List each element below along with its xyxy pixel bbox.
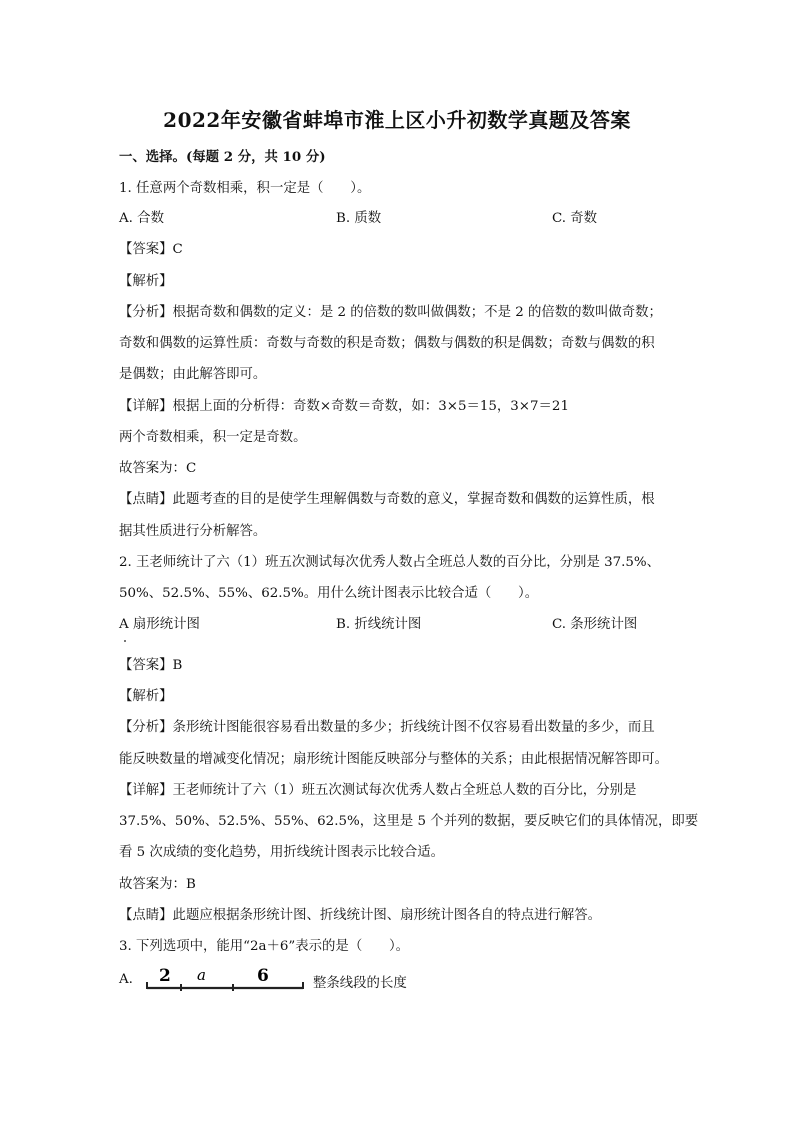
q2-fenxi-line2: 能反映数量的增减变化情况；扇形统计图能反映部分与整体的关系；由此根据情况解答即可。 [119, 752, 669, 767]
q1-dianjing-line1: 【点睛】此题考查的目的是使学生理解偶数与奇数的意义，掌握奇数和偶数的运算性质，根 [119, 492, 655, 507]
q1-analysis-label: 【解析】 [119, 274, 173, 289]
q1-option-c: C. 奇数 [552, 211, 598, 226]
q2-dianjing: 【点睛】此题应根据条形统计图、折线统计图、扇形统计图各自的特点进行解答。 [119, 908, 602, 923]
q1-xiangjie-line2: 两个奇数相乘，积一定是奇数。 [119, 430, 307, 445]
q2-fenxi-line1: 【分析】条形统计图能很容易看出数量的多少；折线统计图不仅容易看出数量的多少，而且 [119, 720, 655, 735]
q2-analysis-label: 【解析】 [119, 689, 173, 704]
q1-xiangjie-line1: 【详解】根据上面的分析得：奇数×奇数＝奇数，如：3×5＝15，3×7＝21 [119, 399, 569, 414]
q2-xiangjie-line3: 看 5 次成绩的变化趋势，用折线统计图表示比较合适。 [119, 845, 445, 860]
q2-stem-line1: 2. 王老师统计了六（1）班五次测试每次优秀人数占全班总人数的百分比，分别是 37.5%、 [119, 555, 661, 570]
segment-label-6: 6 [257, 966, 269, 986]
q1-dianjing-line2: 据其性质进行分析解答。 [119, 524, 267, 539]
q2-xiangjie-line2: 37.5%、50%、52.5%、55%、62.5%，这里是 5 个并列的数据，要反映它们的具体情况，即要 [119, 814, 699, 829]
q2-option-b: B. 折线统计图 [336, 617, 422, 632]
q1-final-answer: 故答案为：C [119, 461, 197, 476]
q3-stem: 3. 下列选项中，能用“2a＋6”表示的是（ ）。 [119, 939, 410, 954]
q2-answer: 【答案】B [119, 658, 183, 673]
q1-fenxi-line1: 【分析】根据奇数和偶数的定义：是 2 的倍数的数叫做偶数；不是 2 的倍数的数叫做奇数； [119, 305, 662, 320]
q2-stem-line2: 50%、52.5%、55%、62.5%。用什么统计图表示比较合适（ ）。 [119, 586, 539, 601]
q1-option-b: B. 质数 [336, 211, 382, 226]
q1-fenxi-line3: 是偶数；由此解答即可。 [119, 367, 267, 382]
q2-option-a: A 扇形统计图 [119, 617, 200, 632]
q1-stem: 1. 任意两个奇数相乘，积一定是（ ）。 [119, 181, 371, 196]
section-heading: 一、选择。(每题 2 分，共 10 分) [119, 149, 326, 165]
q2-option-c: C. 条形统计图 [552, 617, 638, 632]
q2-xiangjie-line1: 【详解】王老师统计了六（1）班五次测试每次优秀人数占全班总人数的百分比，分别是 [119, 783, 637, 798]
q2-final-answer: 故答案为：B [119, 877, 196, 892]
segment-label-2: 2 [159, 966, 171, 986]
document-title: 2022年安徽省蚌埠市淮上区小升初数学真题及答案 [163, 108, 631, 132]
q1-fenxi-line2: 奇数和偶数的运算性质：奇数与奇数的积是奇数；偶数与偶数的积是偶数；奇数与偶数的积 [119, 336, 655, 351]
q3-option-a-label: A. [119, 972, 133, 987]
q3-option-a-text: 整条线段的长度 [313, 976, 407, 991]
stray-dot [124, 640, 126, 642]
q1-option-a: A. 合数 [119, 211, 164, 226]
segment-label-a: a [197, 966, 206, 984]
segment-diagram [145, 966, 307, 994]
q1-answer: 【答案】C [119, 242, 183, 257]
